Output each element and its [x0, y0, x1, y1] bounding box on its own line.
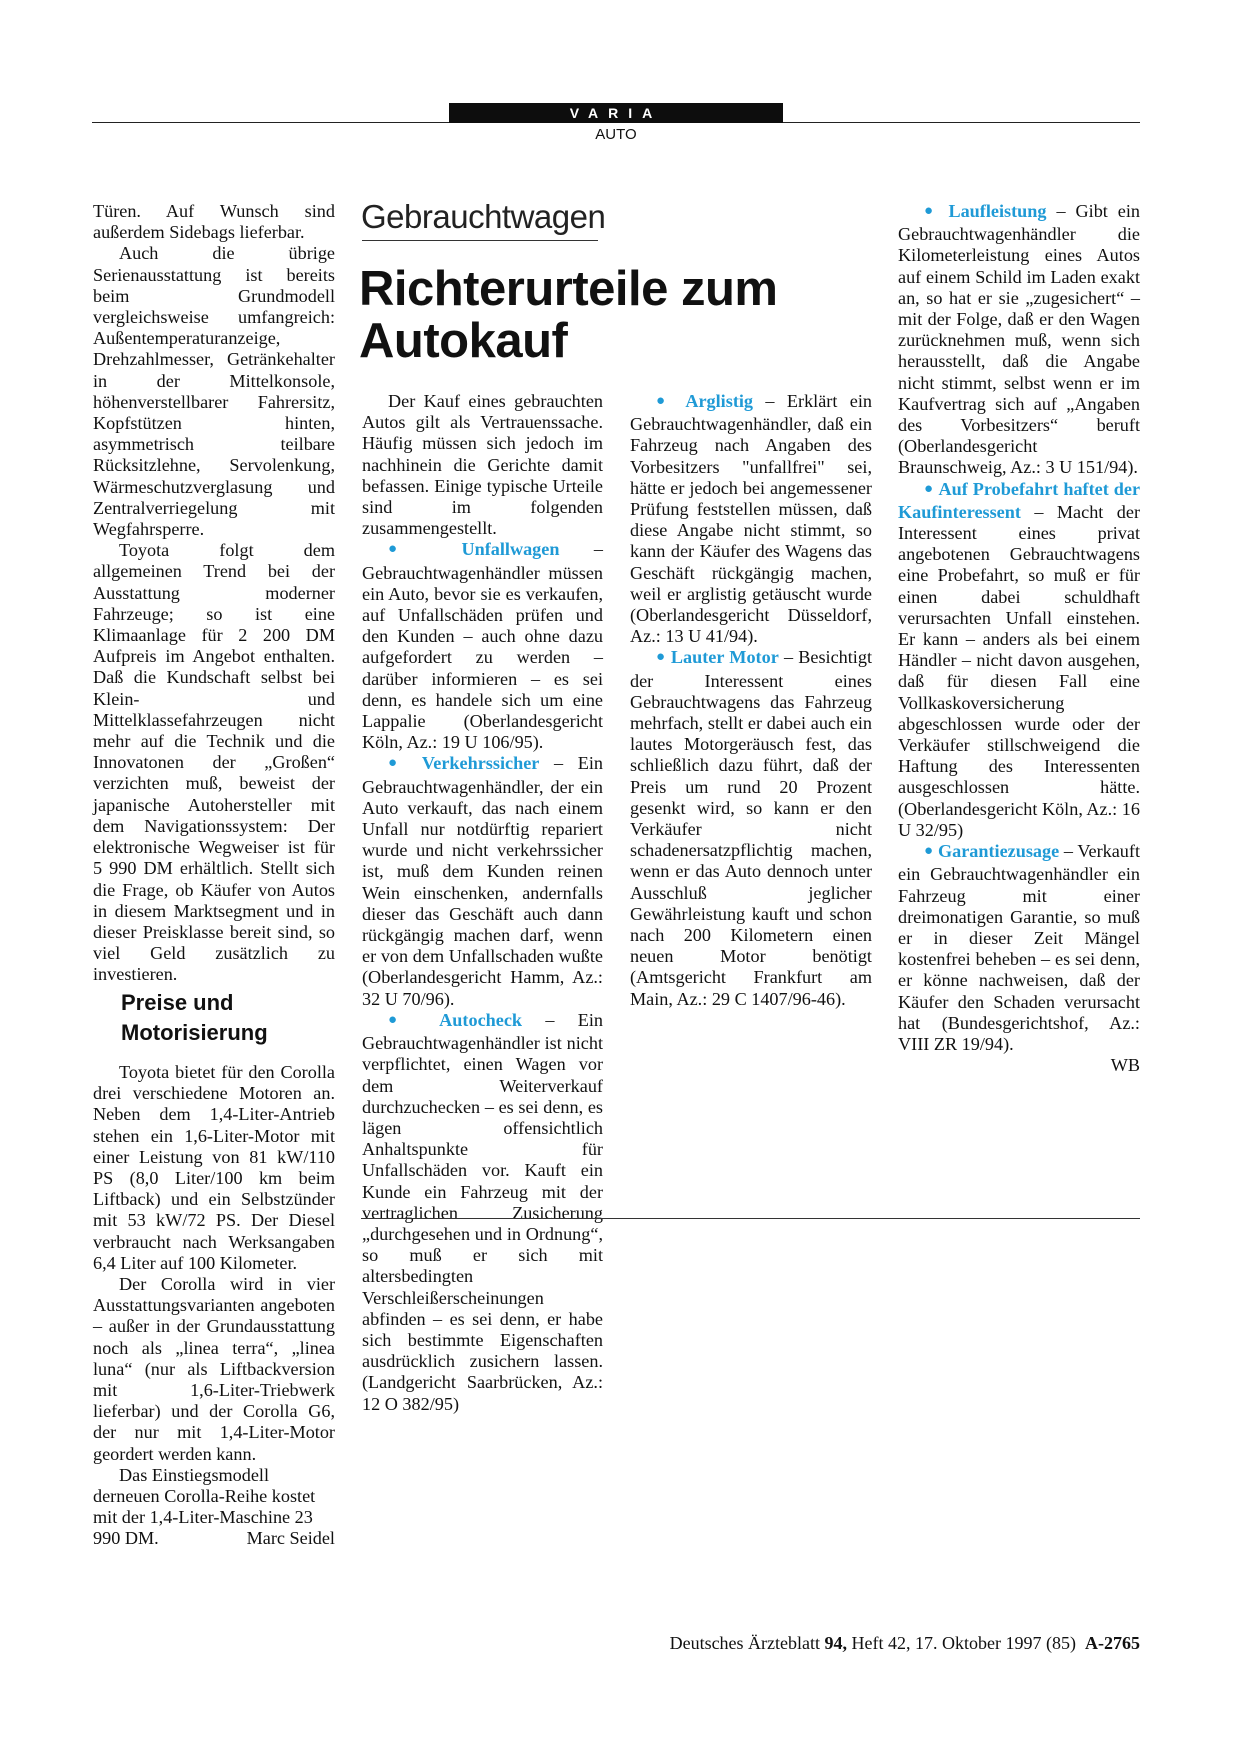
sidebar-column-lower — [93, 1062, 335, 1550]
article-end-rule — [361, 1218, 1140, 1219]
ruling-keyword: Laufleistung — [948, 201, 1047, 221]
journal-volume: 94, — [824, 1633, 848, 1653]
bullet-icon: ● — [656, 393, 673, 409]
bullet-icon: ● — [924, 480, 934, 497]
article-column-3 — [898, 201, 1140, 1076]
ruling-text: – Besichtigt der Interessent eines Gebrauchtwagens das Fahrzeug mehrfach, stellt er dabei auch ein lautes Motorgeräusch fest, das schließlich dazu führt, daß der Preis um rund 20 Prozent gesenkt wird, so kann er den Verkäufer nicht schadenersatzpflichtig machen, wenn er das Auto dennoch unter Ausschluß jeglicher Gewährleistung kauft und schon nach 200 Kilometern einen neuen Motor benötigt (Amtsgericht Frankfurt am Main, Az.: 29 C 1407/96-46). — [630, 647, 872, 1009]
ruling-keyword: Autocheck — [439, 1009, 523, 1030]
ruling-item — [362, 539, 603, 753]
journal-name: Deutsches Ärzteblatt — [669, 1633, 821, 1653]
ruling-keyword: Auf Probefahrt haftet der Kaufinteressent — [898, 478, 1141, 522]
ruling-keyword: Unfallwagen — [461, 539, 560, 560]
ruling-text: – Gibt ein Gebrauchtwagenhändler die Kilometerleistung eines Autos auf einem Schild im Laden exakt an, so hat er sie „zugesichert“ – mit der Folge, daß er den Wagen zurücknehmen muß, wenn sich herausstellt, daß die Angabe nicht stimmt, selbst wenn er im Kaufvertrag sich auf „Angaben des Vorbesitzers“ beruft (Oberlandesgericht Braunschweig, Az.: 3 U 151/94). — [898, 201, 1141, 478]
ruling-item — [630, 647, 872, 1009]
article-column-2 — [630, 391, 872, 1010]
ruling-text: – Gebrauchtwagenhändler müssen ein Auto, bevor sie es verkaufen, auf Unfallschäden prüfen und den Kunden – auch ohne dazu aufgefordert zu werden – darüber informieren – es sei denn, es handele sich um eine Lappalie (Oberlandesgericht Köln, Az.: 19 U 106/95). — [362, 539, 604, 753]
sidebar-column — [93, 201, 335, 986]
headline-line: Richterurteile zum — [359, 262, 778, 316]
ruling-item — [898, 841, 1140, 1055]
sidebar-subheading-line: Motorisierung — [121, 1020, 268, 1045]
page-footer — [596, 1633, 1140, 1654]
ruling-text: – Verkauft ein Gebrauchtwagenhändler ein Fahrzeug mit einer dreimonatigen Garantie, so muß er in dieser Zeit Mängel kostenfrei beheben – es sei denn, er könne nachweisen, daß der Käufer den Schaden verursacht hat (Bundesgerichtshof, Az.: VIII ZR 19/94). — [898, 841, 1140, 1054]
section-label: AUTO — [595, 126, 637, 143]
ruling-item — [898, 479, 1140, 841]
ruling-keyword: Lauter Motor — [670, 647, 779, 668]
section-bar: VARIA — [449, 103, 783, 123]
article-headline — [359, 263, 879, 367]
ruling-keyword: Arglistig — [685, 391, 754, 411]
bullet-icon: ● — [388, 541, 427, 558]
ruling-item — [362, 1010, 603, 1415]
ruling-item — [630, 391, 872, 647]
sidebar-paragraph: Der Corolla wird in vier Ausstattungsvarianten angeboten – außer in der Grundausstattung noch als „linea terra“, „linea luna“ (nur als Liftbackversion mit 1,6-Liter-Triebwerk lieferbar) und der Corolla G6, der nur mit 1,4-Liter-Motor geordert werden kann. — [93, 1274, 335, 1464]
ruling-item — [898, 201, 1140, 479]
sidebar-author: Marc Seidel — [246, 1528, 335, 1549]
issue-date: Heft 42, 17. Oktober 1997 (85) — [851, 1633, 1076, 1653]
sidebar-closing-text: Das Einstiegsmodell derneuen Corolla-Reihe kostet mit der 1,4-Liter-Maschine 23 990 DM. — [93, 1464, 316, 1549]
sidebar-paragraph: Toyota folgt dem allgemeinen Trend bei der Ausstattung moderner Fahrzeuge; so ist eine Klimaanlage für 2 200 DM Aufpreis im Angebot enthalten. Daß die Kundschaft selbst bei Klein- und Mittelklassefahrzeugen nicht mehr auf die Technik und die Innovatonen der „Großen“ verzichten muß, beweist der japanische Autohersteller mit dem Navigationssystem: Der elektronische Wegweiser ist für 5 990 DM erhältlich. Stellt sich die Frage, ob Käufer von Autos in diesem Marktsegment und in dieser Preisklasse bereit sind, so viel Geld zusätzlich zu investieren. — [93, 540, 335, 985]
ruling-text: – Ein Gebrauchtwagenhändler, der ein Auto verkauft, das nach einem Unfall nur notdürftig repariert wurde und nicht verkehrssicher ist, muß dem Kunden reinen Wein einschenken, andernfalls dieser das Geschäft auch dann rückgängig machen darf, wenn er von dem Unfallschaden wußte (Oberlandesgericht Hamm, Az.: 32 U 70/96). — [362, 753, 604, 1009]
bullet-icon: ● — [656, 649, 666, 666]
headline-line: Autokauf — [359, 314, 568, 368]
sidebar-subheading-line: Preise und — [121, 990, 234, 1015]
article-author: WB — [1110, 1055, 1140, 1076]
ruling-text: – Macht der Interessent eines privat angebotenen Gebrauchtwagens eine Probefahrt, so muß er für einen dabei schuldhaft verursachten Unfall einstehen. Er kann – anders als bei einem Händler – nicht davon ausgehen, daß für diesen Fall eine Vollkaskoversicherung abgeschlossen wurde oder der Verkäufer stillschweigend die Haftung des Interessenten ausgeschlossen hätte. (Oberlandesgericht Köln, Az.: 16 U 32/95) — [898, 501, 1140, 840]
ruling-keyword: Verkehrssicher — [421, 753, 540, 774]
bullet-icon: ● — [924, 203, 939, 219]
kicker-rule — [362, 240, 598, 241]
ruling-item — [362, 753, 603, 1009]
ruling-text: – Erklärt ein Gebrauchtwagenhändler, daß ein Fahrzeug nach Angaben des Vorbesitzers "unfallfrei" sei, hätte er jedoch bei angemessener Prüfung feststellen müssen, daß diese Angabe nicht stimmt, so kann der Käufer des Wagens das Geschäft rückgängig machen, weil er arglistig getäuscht wurde (Oberlandesgericht Düsseldorf, Az.: 13 U 41/94). — [630, 391, 873, 647]
article-intro: Der Kauf eines gebrauchten Autos gilt als Vertrauenssache. Häufig müssen sich jedoch im nachhinein die Gerichte damit befassen. Einige typische Urteile sind im folgenden zusammengestellt. — [362, 391, 603, 539]
article-column-1 — [362, 391, 603, 1415]
bullet-icon: ● — [388, 1011, 416, 1028]
article-kicker: Gebrauchtwagen — [361, 198, 606, 235]
sidebar-paragraph — [93, 1465, 335, 1550]
page-number: A-2765 — [1085, 1633, 1140, 1653]
ruling-keyword: Garantiezusage — [937, 841, 1060, 862]
ruling-text: – Ein Gebrauchtwagenhändler ist nicht verpflichtet, einen Wagen vor dem Weiterverkauf durchzuchecken – es sei denn, es lägen offensichtlich Anhaltspunkte für Unfallschäden vor. Kauft ein Kunde ein Fahrzeug mit der vertraglichen Zusicherung „durchgesehen und in Ordnung“, so muß er sich mit altersbedingten Verschleißerscheinungen abfinden – es sei denn, er habe sich bestimmte Eigenschaften ausdrücklich zusichern lassen. (Landgericht Saarbrücken, Az.: 12 O 382/95) — [362, 1009, 604, 1414]
bullet-icon: ● — [388, 755, 408, 772]
sidebar-subheading — [121, 988, 341, 1048]
bullet-icon: ● — [924, 843, 934, 860]
sidebar-paragraph: Toyota bietet für den Corolla drei verschiedene Motoren an. Neben dem 1,4-Liter-Antrieb stehen ein 1,6-Liter-Motor mit einer Leistung von 81 kW/110 PS (8,0 Liter/100 km beim Liftback) und ein Selbstzünder mit 53 kW/72 PS. Der Diesel verbraucht nach Werksangaben 6,4 Liter auf 100 Kilometer. — [93, 1062, 335, 1273]
sidebar-paragraph: Türen. Auf Wunsch sind außerdem Sidebags lieferbar. — [93, 201, 335, 243]
sidebar-paragraph: Auch die übrige Serienausstattung ist bereits beim Grundmodell vergleichsweise umfangreich: Außentemperaturanzeige, Drehzahlmesser, Getränkehalter in der Mittelkonsole, höhenverstellbarer Fahrersitz, Kopfstützen hinten, asymmetrisch teilbare Rücksitzlehne, Servolenkung, Wärmeschutzverglasung und Zentralverriegelung mit Wegfahrsperre. — [93, 243, 335, 540]
